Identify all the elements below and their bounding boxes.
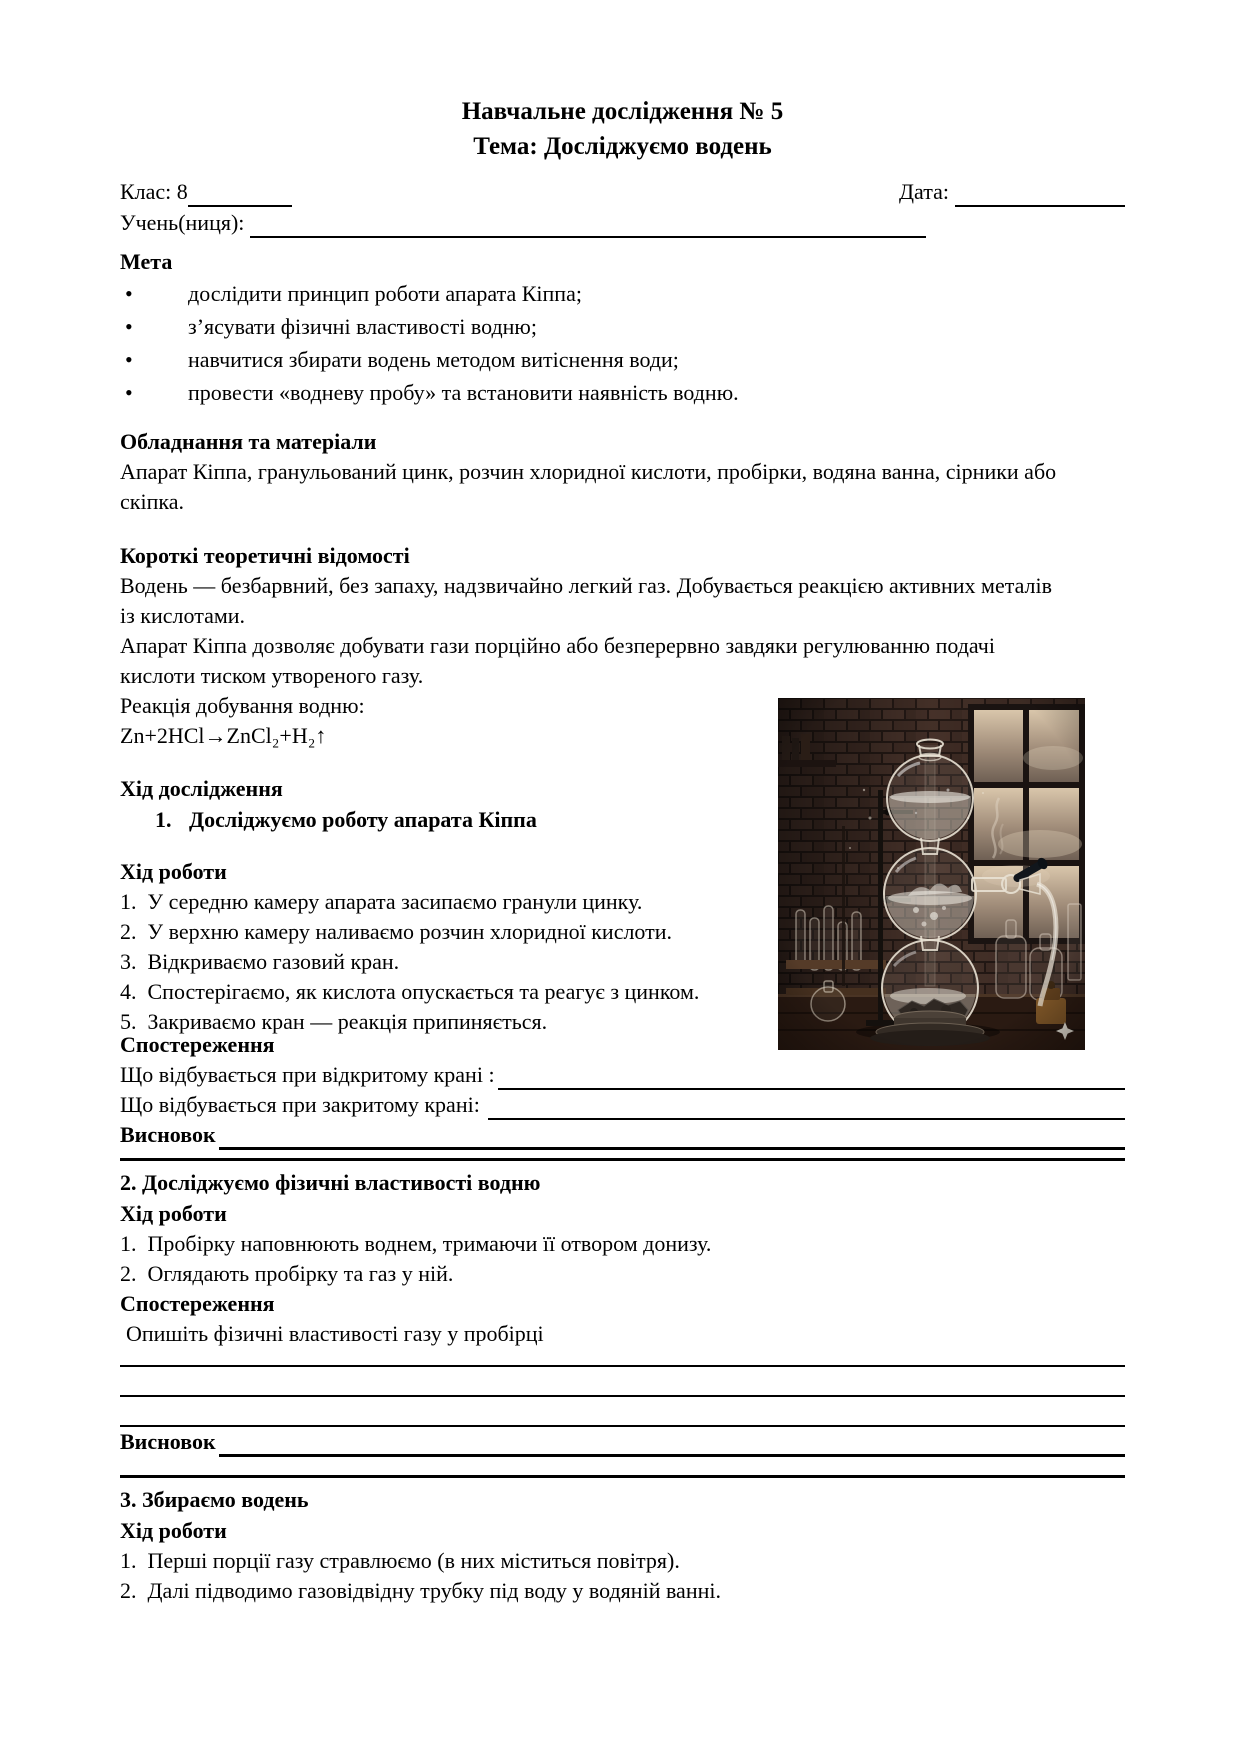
step-item: У середню камеру апарата засипаємо гранули цинку. — [147, 889, 643, 914]
observation-open-field — [120, 1060, 1125, 1090]
step-item: Оглядають пробірку та газ у ній. — [147, 1261, 454, 1286]
step-item: Відкриваємо газовий кран. — [147, 949, 400, 974]
goal-item: • з’ясувати фізичні властивості водню; — [120, 310, 1125, 343]
step-item: Далі підводимо газовідвідну трубку під воду у водяній ванні. — [147, 1578, 721, 1603]
goal-heading: Мета — [120, 249, 173, 274]
step-item: Пробірку наповнюють воднем, тримаючи її отвором донизу. — [147, 1231, 712, 1256]
observation-closed-field — [120, 1090, 1125, 1120]
student-field — [120, 207, 1125, 238]
date-blank-line — [955, 183, 1125, 207]
step-item: Закриваємо кран — реакція припиняється. — [147, 1009, 548, 1034]
answer-blank-line — [120, 1397, 1125, 1427]
part2-title: 2. Досліджуємо фізичні властивості водню — [120, 1170, 541, 1195]
goal-item: • навчитися збирати водень методом витіснення води; — [120, 343, 1125, 376]
answer-blank-line — [120, 1367, 1125, 1397]
class-date-row — [120, 176, 1125, 207]
kipp-apparatus-illustration — [778, 698, 1085, 1050]
theory-paragraph: Водень — безбарвний, без запаху, надзвичайно легкий газ. Добувається реакцією активних металів із кислотами. — [120, 573, 1053, 628]
part2-conclusion-label: Висновок — [120, 1429, 216, 1454]
theory-heading: Короткі теоретичні відомості — [120, 543, 410, 568]
part1-conclusion-field — [120, 1120, 1125, 1150]
goal-list — [120, 277, 1125, 409]
page-subtitle: Тема: Досліджуємо водень — [473, 133, 772, 160]
date-label: Дата: — [899, 179, 949, 204]
part1-number: 1. — [155, 807, 172, 832]
reaction-label: Реакція добування водню: — [120, 693, 365, 718]
part1-conclusion-blank-line — [219, 1125, 1125, 1150]
part2-observation-prompt: Опишіть фізичні властивості газу у пробірці — [126, 1321, 544, 1346]
goal-item: • дослідити принцип роботи апарата Кіппа; — [120, 277, 1125, 310]
observation-open-label: Що відбувається при відкритому крані : — [120, 1062, 495, 1087]
class-label: Клас: 8 — [120, 179, 188, 204]
kipp-apparatus-photo — [778, 698, 1085, 1050]
reaction-equation: Zn+2HCl→ZnCl₂+H₂↑ — [120, 723, 327, 748]
part3-steps — [120, 1546, 1125, 1606]
part2-steps — [120, 1229, 1125, 1289]
part2-conclusion-blank-line — [219, 1432, 1125, 1457]
observation-closed-blank-line — [488, 1096, 1125, 1120]
part1-observations-heading: Спостереження — [120, 1032, 275, 1057]
part2-workflow-heading: Хід роботи — [120, 1201, 227, 1226]
theory-paragraph: Апарат Кіппа дозволяє добувати гази порційно або безперервно завдяки регулюванню подачі кислоти тиском утвореного газу. — [120, 633, 995, 688]
date-field — [899, 176, 1125, 207]
part3-workflow-heading: Хід роботи — [120, 1518, 227, 1543]
research-heading: Хід дослідження — [120, 776, 283, 801]
section-divider-line — [120, 1475, 1125, 1478]
part3-title: 3. Збираємо водень — [120, 1487, 309, 1512]
step-item: Спостерігаємо, як кислота опускається та реагує з цинком. — [147, 979, 700, 1004]
section-divider-line — [120, 1158, 1125, 1161]
goal-item: • провести «водневу пробу» та встановити наявність водню. — [120, 376, 1125, 409]
part1-workflow-heading: Хід роботи — [120, 859, 227, 884]
step-item: Перші порції газу стравлюємо (в них міститься повітря). — [147, 1548, 680, 1573]
student-blank-line — [250, 214, 926, 238]
class-field — [120, 176, 292, 207]
student-label: Учень(ниця): — [120, 210, 245, 235]
observation-closed-label: Що відбувається при закритому крані: — [120, 1092, 486, 1117]
part2-observations-heading: Спостереження — [120, 1291, 275, 1316]
equipment-heading: Обладнання та матеріали — [120, 429, 377, 454]
part1-conclusion-label: Висновок — [120, 1122, 216, 1147]
page-title: Навчальне дослідження № 5 — [461, 98, 784, 125]
answer-blank-line — [120, 1349, 1125, 1367]
class-blank-line — [188, 183, 292, 207]
observation-open-blank-line — [498, 1066, 1125, 1090]
part1-steps — [120, 887, 742, 1037]
equipment-text: Апарат Кіппа, гранульований цинк, розчин хлоридної кислоти, пробірки, водяна ванна, сірники або скіпка. — [120, 459, 1057, 514]
part1-title-text: Досліджуємо роботу апарата Кіппа — [189, 807, 537, 832]
part2-conclusion-field — [120, 1427, 1125, 1457]
step-item: У верхню камеру наливаємо розчин хлоридної кислоти. — [147, 919, 673, 944]
